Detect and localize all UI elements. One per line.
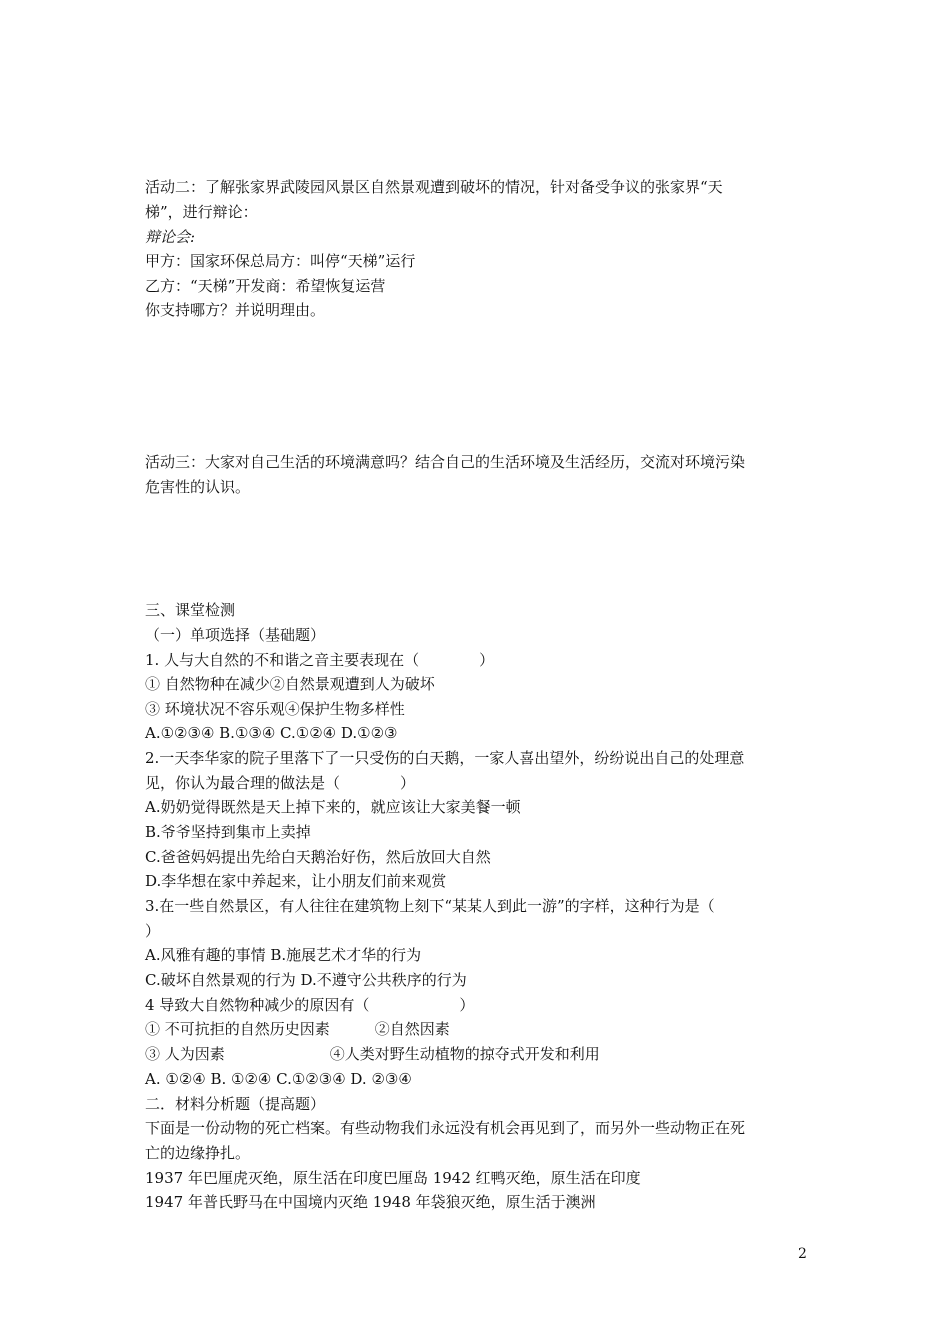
material-line1: 下面是一份动物的死亡档案。有些动物我们永远没有机会再见到了，而另外一些动物正在死: [145, 1119, 746, 1137]
activity2-line1: 活动二：了解张家界武陵园风景区自然景观遭到破坏的情况，针对备受争议的张家界“天: [145, 178, 723, 196]
q2-option-b: B.爷爷坚持到集市上卖掉: [145, 823, 311, 841]
q3-stem-line2: ）: [145, 922, 161, 940]
page-number: 2: [798, 1246, 807, 1262]
extinction-record-line1: 1937 年巴厘虎灭绝，原生活在印度巴厘岛 1942 红鸭灭绝，原生活在印度: [145, 1169, 641, 1187]
q2-stem-line1: 2.一天李华家的院子里落下了一只受伤的白天鹅，一家人喜出望外，纷纷说出自己的处理意: [145, 749, 745, 767]
q1-choices: A.①②③④ B.①③④ C.①②④ D.①②③: [145, 724, 398, 742]
q1-option-line1: ① 自然物种在减少②自然景观遭到人为破坏: [145, 675, 435, 693]
debate-title: 辩论会:: [145, 228, 196, 246]
debate-side-b: 乙方：“天梯”开发商：希望恢复运营: [145, 277, 386, 295]
section3-heading: 三、课堂检测: [145, 601, 236, 619]
debate-question: 你支持哪方？并说明理由。: [145, 301, 326, 319]
q2-option-c: C.爸爸妈妈提出先给白天鹅治好伤，然后放回大自然: [145, 848, 491, 866]
activity3-line2: 危害性的认识。: [145, 478, 251, 496]
q2-option-a: A.奶奶觉得既然是天上掉下来的，就应该让大家美餐一顿: [145, 798, 521, 816]
q3-stem-line1: 3.在一些自然景区，有人往往在建筑物上刻下“某某人到此一游”的字样，这种行为是（: [145, 897, 715, 915]
q2-stem-line2: 见，你认为最合理的做法是（ ）: [145, 774, 416, 792]
debate-side-a: 甲方：国家环保总局方：叫停“天梯”运行: [145, 252, 416, 270]
q3-options-ab: A.风雅有趣的事情 B.施展艺术才华的行为: [145, 946, 422, 964]
q4-stem: 4 导致大自然物种减少的原因有（ ）: [145, 996, 475, 1014]
q1-stem: 1. 人与大自然的不和谐之音主要表现在（ ）: [145, 651, 495, 669]
single-choice-heading: （一）单项选择（基础题）: [145, 626, 326, 644]
q1-option-line2: ③ 环境状况不容乐观④保护生物多样性: [145, 700, 405, 718]
q2-option-d: D.李华想在家中养起来，让小朋友们前来观赏: [145, 872, 447, 890]
extinction-record-line2: 1947 年普氏野马在中国境内灭绝 1948 年袋狼灭绝，原生活于澳洲: [145, 1193, 596, 1211]
activity2-line2: 梯”，进行辩论：: [145, 203, 258, 221]
material-analysis-heading: 二．材料分析题（提高题）: [145, 1095, 326, 1113]
q3-options-cd: C.破坏自然景观的行为 D.不遵守公共秩序的行为: [145, 971, 467, 989]
q4-option-line2: ③ 人为因素 ④人类对野生动植物的掠夺式开发和利用: [145, 1045, 600, 1063]
q4-option-line1: ① 不可抗拒的自然历史因素 ②自然因素: [145, 1020, 450, 1038]
q4-choices: A. ①②④ B. ①②④ C.①②③④ D. ②③④: [145, 1070, 412, 1088]
material-line2: 亡的边缘挣扎。: [145, 1144, 251, 1162]
activity3-line1: 活动三：大家对自己生活的环境满意吗？结合自己的生活环境及生活经历，交流对环境污染: [145, 453, 746, 471]
